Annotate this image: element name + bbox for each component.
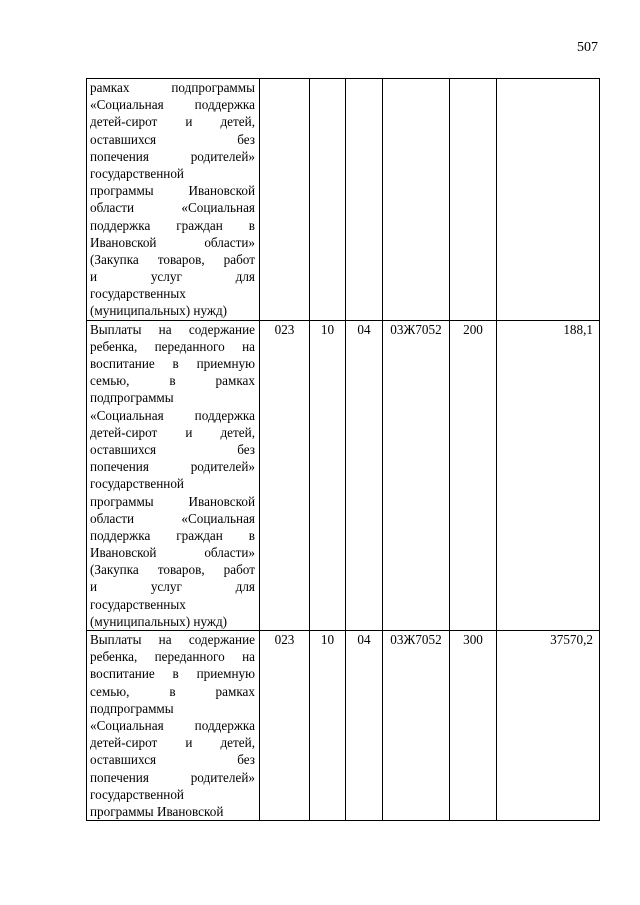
admin-code-cell: 023 — [260, 631, 310, 821]
description-line: «Социальная поддержка — [90, 717, 255, 733]
section-code-cell — [310, 79, 346, 321]
description-line: воспитание в приемную — [90, 666, 255, 682]
description-line: Выплаты на содержание — [90, 632, 255, 647]
description-cell — [87, 320, 260, 630]
description-line: подпрограммы — [90, 390, 174, 406]
description-line: поддержка граждан в — [90, 217, 255, 233]
description-text — [87, 321, 259, 630]
budget-table-body — [87, 79, 600, 821]
expense-kind-cell — [450, 79, 497, 321]
description-line: попечения родителей» — [90, 148, 255, 164]
admin-code-cell — [260, 79, 310, 321]
page-number: 507 — [577, 40, 598, 55]
description-line: (муниципальных) нужд) — [90, 303, 228, 319]
description-line: и услуг для — [90, 579, 255, 595]
description-line: и услуг для — [90, 269, 255, 285]
target-article-cell: 03Ж7052 — [383, 320, 450, 630]
description-line: рамках подпрограммы — [90, 80, 255, 95]
description-line: детей-сирот и детей, — [90, 114, 255, 130]
description-text — [87, 631, 259, 820]
expense-kind-cell: 300 — [450, 631, 497, 821]
description-line: программы Ивановской — [90, 183, 255, 199]
admin-code-cell: 023 — [260, 320, 310, 630]
expense-kind-cell: 200 — [450, 320, 497, 630]
subsection-code-cell: 04 — [346, 631, 383, 821]
description-line: поддержка граждан в — [90, 527, 255, 543]
description-line: ребенка, переданного на — [90, 649, 255, 665]
description-line: Ивановской области» — [90, 234, 255, 250]
description-cell — [87, 79, 260, 321]
description-line: попечения родителей» — [90, 459, 255, 475]
description-cell — [87, 631, 260, 821]
subsection-code-cell: 04 — [346, 320, 383, 630]
table-row — [87, 631, 600, 821]
description-line: государственной — [90, 476, 184, 492]
description-line: государственных — [90, 596, 186, 612]
description-line: программы Ивановской — [90, 493, 255, 509]
description-line: (муниципальных) нужд) — [90, 613, 228, 629]
description-line: оставшихся без — [90, 441, 255, 457]
description-line: «Социальная поддержка — [90, 407, 255, 423]
table-row — [87, 79, 600, 321]
description-line: детей-сирот и детей, — [90, 424, 255, 440]
description-line: ребенка, переданного на — [90, 338, 255, 354]
description-line: Выплаты на содержание — [90, 321, 255, 337]
section-code-cell: 10 — [310, 631, 346, 821]
description-line: области «Социальная — [90, 510, 255, 526]
amount-cell: 37570,2 — [497, 631, 600, 821]
description-line: оставшихся без — [90, 752, 255, 768]
description-line: государственных — [90, 286, 186, 302]
description-line: Ивановской области» — [90, 545, 255, 561]
amount-cell — [497, 79, 600, 321]
amount-cell: 188,1 — [497, 320, 600, 630]
description-text — [87, 79, 259, 320]
description-line: семью, в рамках — [90, 373, 255, 389]
target-article-cell: 03Ж7052 — [383, 631, 450, 821]
description-line: государственной — [90, 165, 184, 181]
subsection-code-cell — [346, 79, 383, 321]
description-line: детей-сирот и детей, — [90, 735, 255, 751]
table-row — [87, 320, 600, 630]
description-line: подпрограммы — [90, 700, 174, 716]
description-line: государственной — [90, 786, 184, 802]
description-line: (Закупка товаров, работ — [90, 251, 255, 267]
budget-table — [86, 78, 600, 821]
description-line: (Закупка товаров, работ — [90, 562, 255, 578]
description-line: воспитание в приемную — [90, 356, 255, 371]
target-article-cell — [383, 79, 450, 321]
description-line: программы Ивановской — [90, 803, 224, 819]
section-code-cell: 10 — [310, 320, 346, 630]
description-line: оставшихся без — [90, 131, 255, 147]
description-line: семью, в рамках — [90, 683, 255, 699]
description-line: «Социальная поддержка — [90, 97, 255, 113]
description-line: области «Социальная — [90, 200, 255, 216]
description-line: попечения родителей» — [90, 769, 255, 785]
